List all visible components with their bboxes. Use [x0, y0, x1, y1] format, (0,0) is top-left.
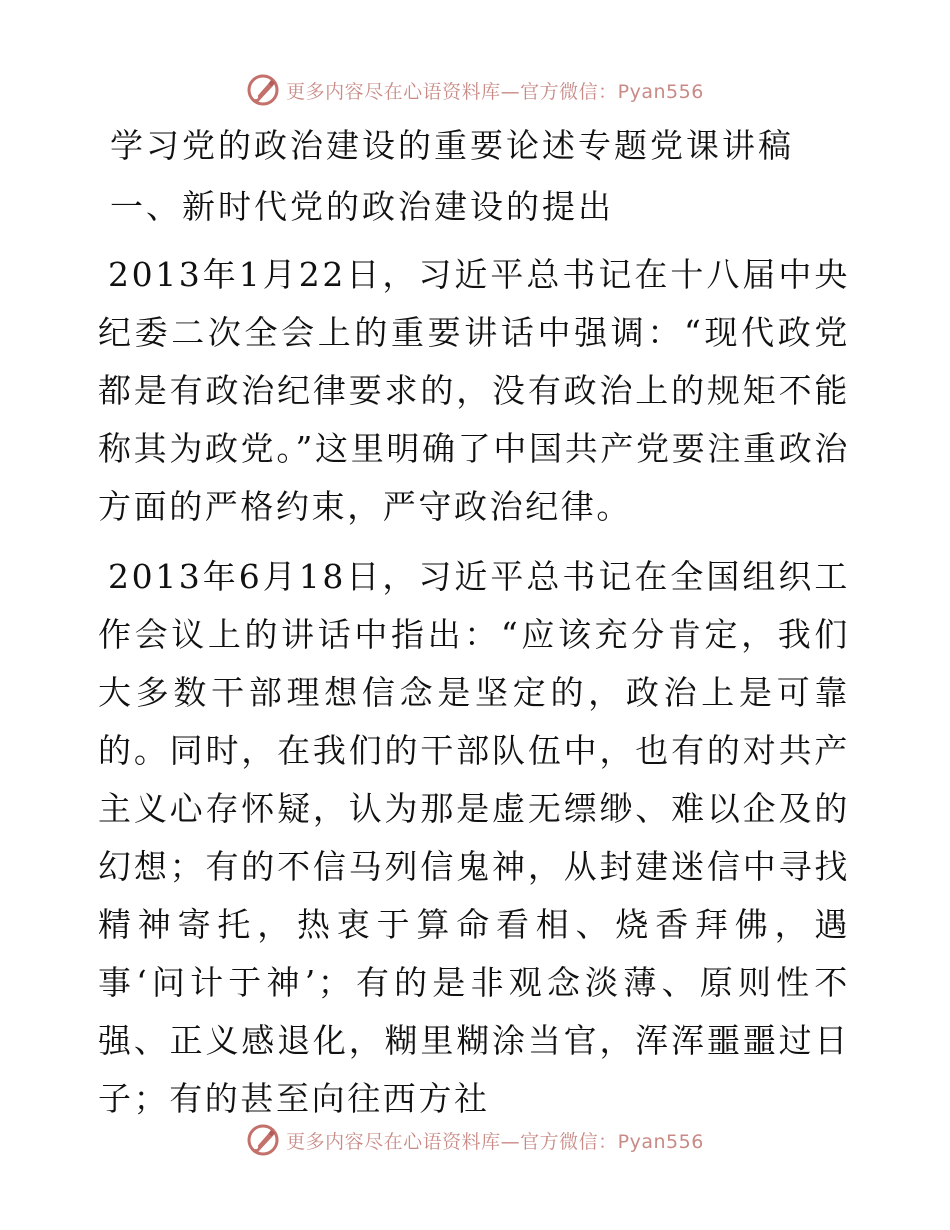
document-body	[98, 120, 850, 1128]
watermark-text: 更多内容尽在心语资料库—官方微信：Pyan556	[286, 1130, 704, 1153]
pen-logo-icon	[246, 1123, 280, 1157]
footer-watermark	[0, 1120, 950, 1160]
section-heading: 一、新时代党的政治建设的提出	[110, 187, 614, 226]
pen-logo-icon	[246, 73, 280, 107]
paragraph: 2013年6月18日，习近平总书记在全国组织工作会议上的讲话中指出：“应该充分肯定，我们大多数干部理想信念是坚定的，政治上是可靠的。同时，在我们的干部队伍中，也有的对共产主义心存怀疑，认为那是虚无缥缈、难以企及的幻想；有的不信马列信鬼神，从封建迷信中寻找精神寄托，热衷于算命看相、烧香拜佛，遇事‘问计于神’；有的是非观念淡薄、原则性不强、正义感退化，糊里糊涂当官，浑浑噩噩过日子；有的甚至向往西方社	[98, 557, 850, 1118]
paragraph: 2013年1月22日，习近平总书记在十八届中央纪委二次全会上的重要讲话中强调：“现代政党都是有政治纪律要求的，没有政治上的规矩不能称其为政党。”这里明确了中国共产党要注重政治方面的严格约束，严守政治纪律。	[98, 255, 850, 526]
header-watermark	[0, 70, 950, 110]
watermark-text: 更多内容尽在心语资料库—官方微信：Pyan556	[286, 80, 704, 103]
document-title: 学习党的政治建设的重要论述专题党课讲稿	[110, 126, 794, 165]
